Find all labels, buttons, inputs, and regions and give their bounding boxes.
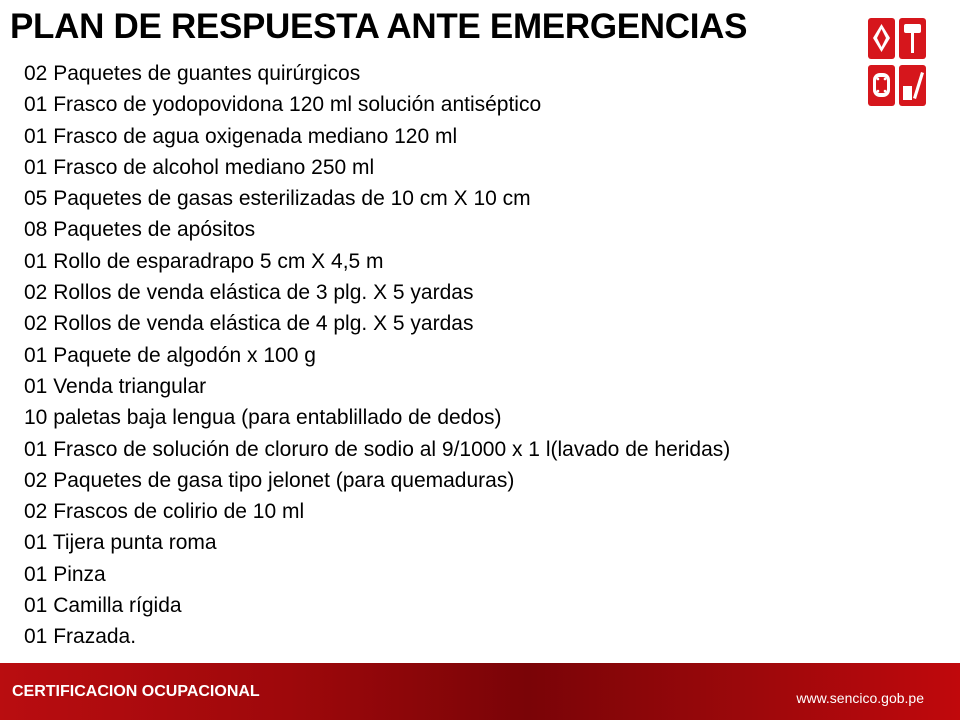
- footer-website-link[interactable]: www.sencico.gob.pe: [796, 690, 924, 706]
- list-item: 01 Frasco de solución de cloruro de sodio al 9/1000 x 1 l(lavado de heridas): [24, 437, 731, 461]
- list-item: 01 Frasco de alcohol mediano 250 ml: [24, 155, 375, 179]
- list-item: 02 Rollos de venda elástica de 4 plg. X 5 yardas: [24, 312, 474, 336]
- footer-bar: [0, 663, 960, 720]
- list-item: 02 Rollos de venda elástica de 3 plg. X 5 yardas: [24, 281, 474, 305]
- list-item: 01 Venda triangular: [24, 374, 207, 398]
- list-item: 05 Paquetes de gasas esterilizadas de 10 cm X 10 cm: [24, 187, 531, 211]
- list-item: 02 Frascos de colirio de 10 ml: [24, 500, 305, 524]
- list-item: 01 Camilla rígida: [24, 594, 182, 618]
- first-aid-kit-list: [24, 58, 730, 653]
- list-item: 01 Pinza: [24, 562, 106, 586]
- list-item: 02 Paquetes de guantes quirúrgicos: [24, 62, 361, 85]
- list-item: 01 Paquete de algodón x 100 g: [24, 343, 316, 367]
- list-item: 01 Rollo de esparadrapo 5 cm X 4,5 m: [24, 249, 384, 273]
- list-item: 02 Paquetes de gasa tipo jelonet (para quemaduras): [24, 468, 515, 492]
- list-item: 01 Tijera punta roma: [24, 531, 217, 555]
- sencico-logo-icon: [868, 18, 930, 108]
- list-item: 01 Frazada.: [24, 625, 137, 649]
- footer-program-label: CERTIFICACION OCUPACIONAL: [12, 683, 260, 700]
- list-item: 01 Frasco de agua oxigenada mediano 120 ml: [24, 124, 458, 148]
- slide-title: PLAN DE RESPUESTA ANTE EMERGENCIAS: [10, 7, 748, 46]
- list-item: 10 paletas baja lengua (para entablillado de dedos): [24, 406, 502, 430]
- list-item: 08 Paquetes de apósitos: [24, 218, 256, 242]
- list-item: 01 Frasco de yodopovidona 120 ml solución antiséptico: [24, 93, 542, 117]
